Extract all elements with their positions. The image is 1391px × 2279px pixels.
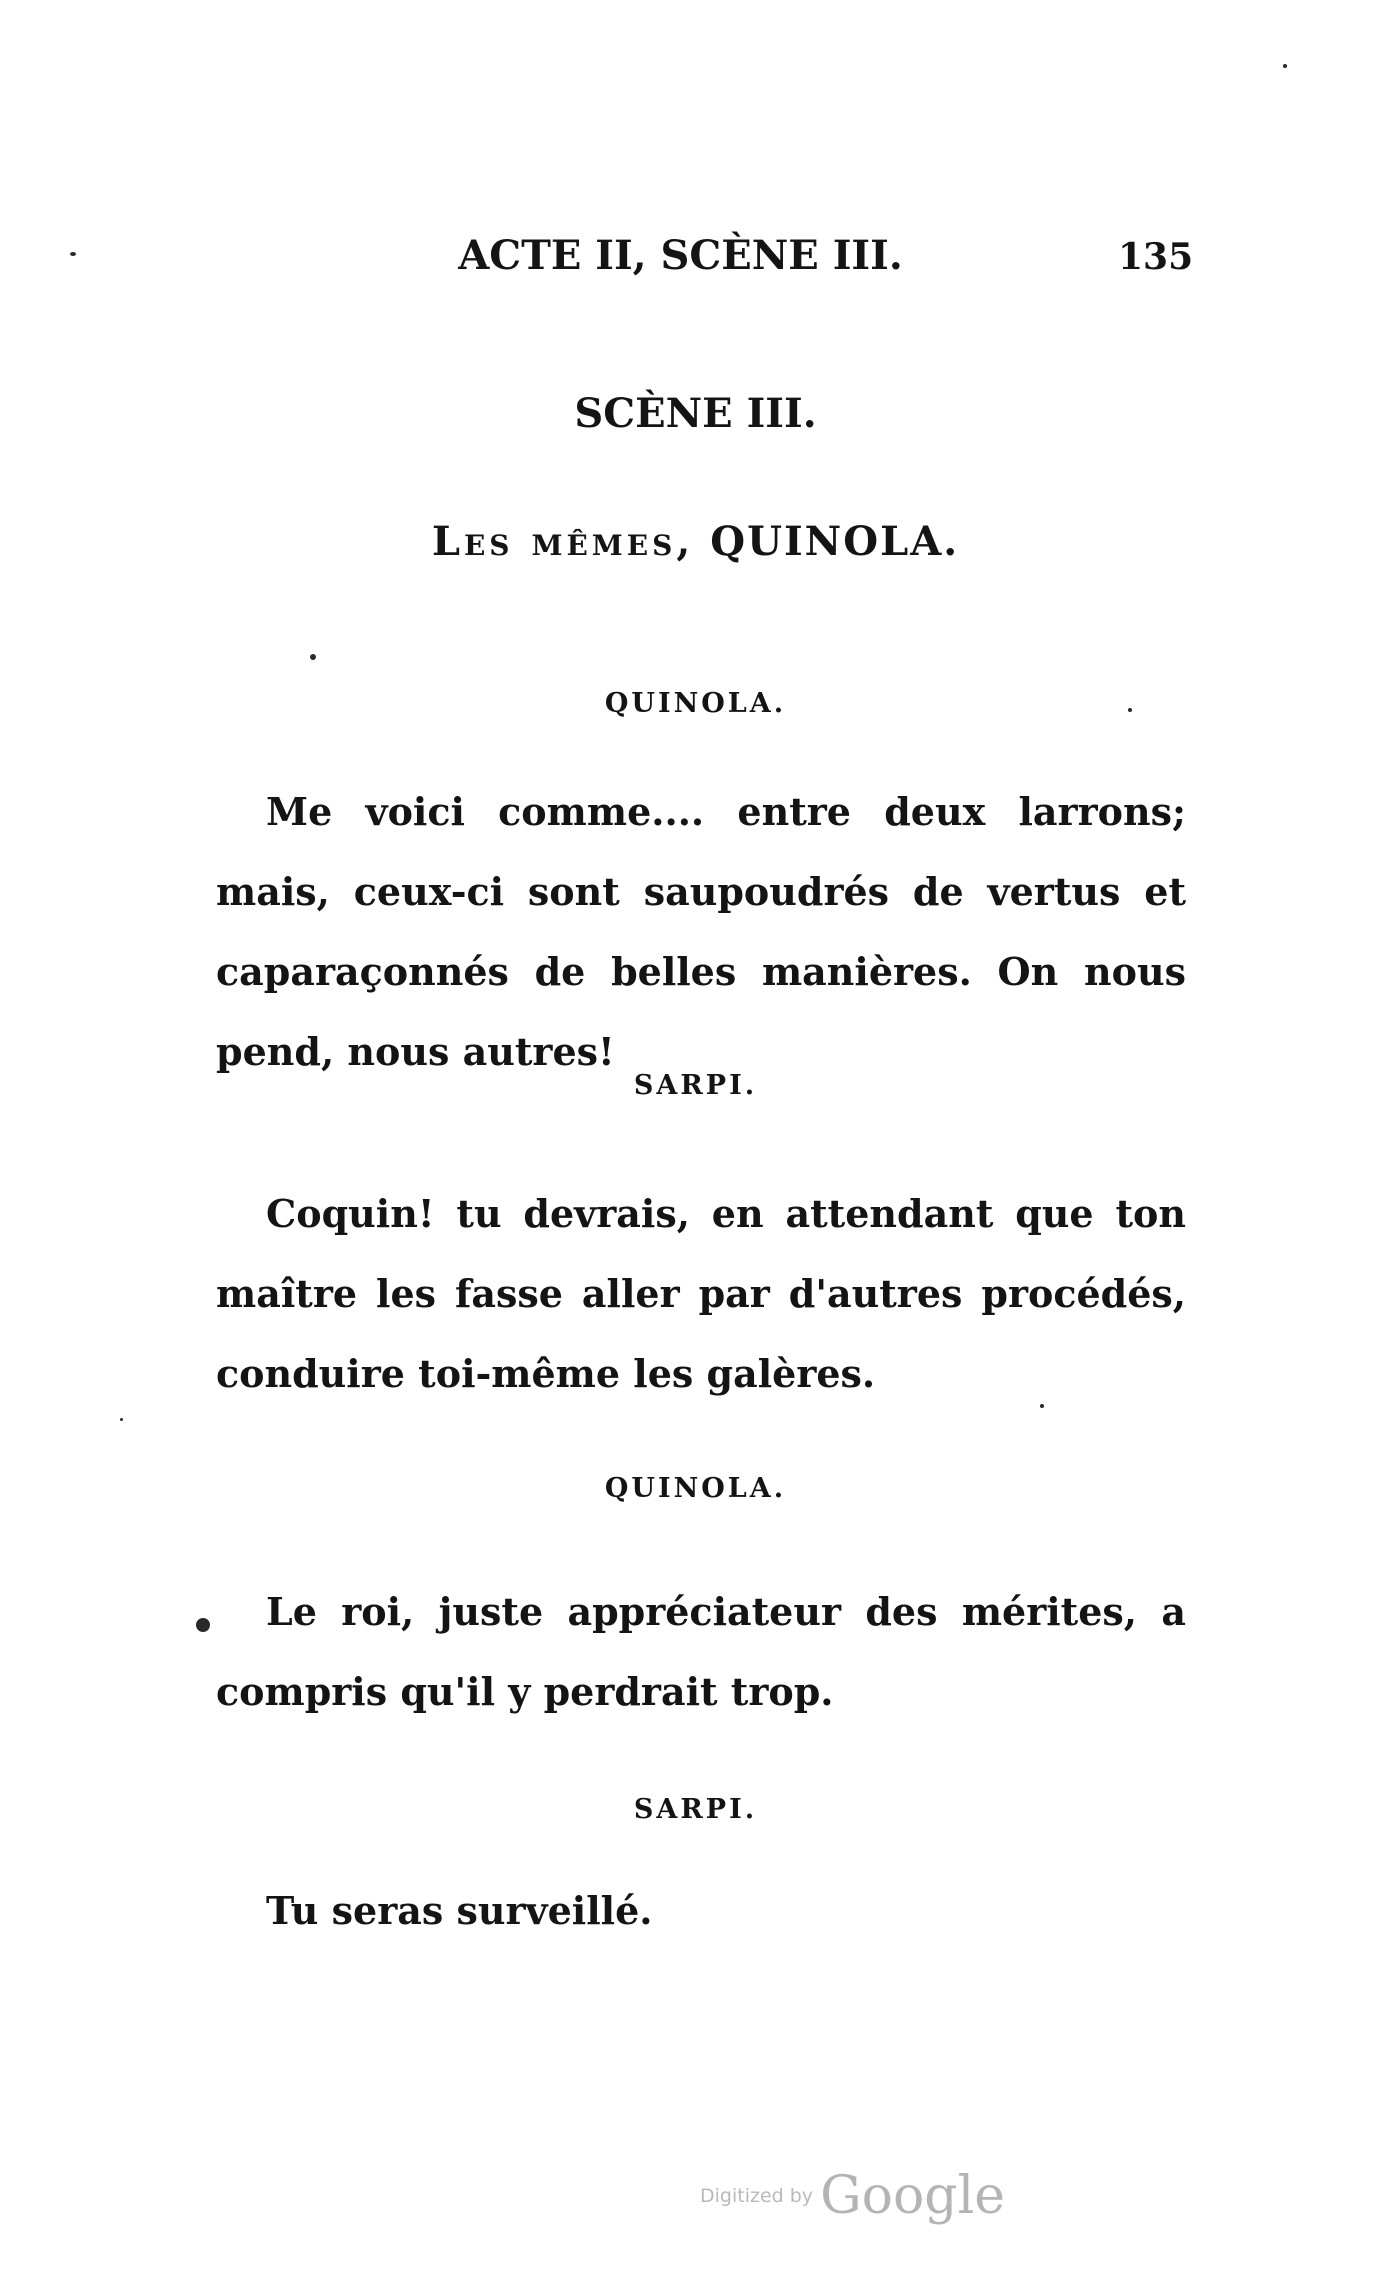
- scan-speck: [70, 252, 76, 256]
- cast-name: QUINOLA.: [710, 518, 960, 565]
- speaker-name: QUINOLA.: [604, 1473, 787, 1504]
- scan-speck: [1128, 708, 1132, 712]
- google-logo: Google: [820, 2166, 1005, 2226]
- running-title: ACTE II, SCÈNE III.: [458, 232, 903, 279]
- speech-paragraph: Me voici comme.... entre deux larrons; mais, ceux-ci sont saupoudrés de vertus et caparaçonnés de belles manières. On nous pend, nous autres!: [216, 789, 1186, 1074]
- scan-speck: [1283, 64, 1287, 68]
- page-number: 135: [1118, 236, 1194, 278]
- speaker-name: SARPI.: [633, 1794, 758, 1825]
- scan-speck: [120, 1418, 123, 1421]
- cast-prefix: Les mêmes,: [431, 518, 695, 565]
- speaker-name: SARPI.: [633, 1070, 758, 1101]
- digitized-label: Digitized by: [700, 2185, 814, 2207]
- cast-list: [0, 518, 1391, 565]
- scan-speck: [196, 1618, 210, 1632]
- speech-paragraph: Coquin! tu devrais, en attendant que ton maître les fasse aller par d'autres procédés, conduire toi-même les galères.: [216, 1191, 1186, 1396]
- speech-paragraph: Le roi, juste appréciateur des mérites, a compris qu'il y perdrait trop.: [216, 1589, 1186, 1714]
- scene-title: SCÈNE III.: [574, 390, 817, 437]
- scan-speck: [1040, 1404, 1044, 1408]
- digitization-watermark: [700, 2166, 1005, 2226]
- scan-speck: [310, 654, 316, 660]
- speaker-name: QUINOLA.: [604, 688, 787, 719]
- speech-paragraph: Tu seras surveillé.: [266, 1888, 653, 1933]
